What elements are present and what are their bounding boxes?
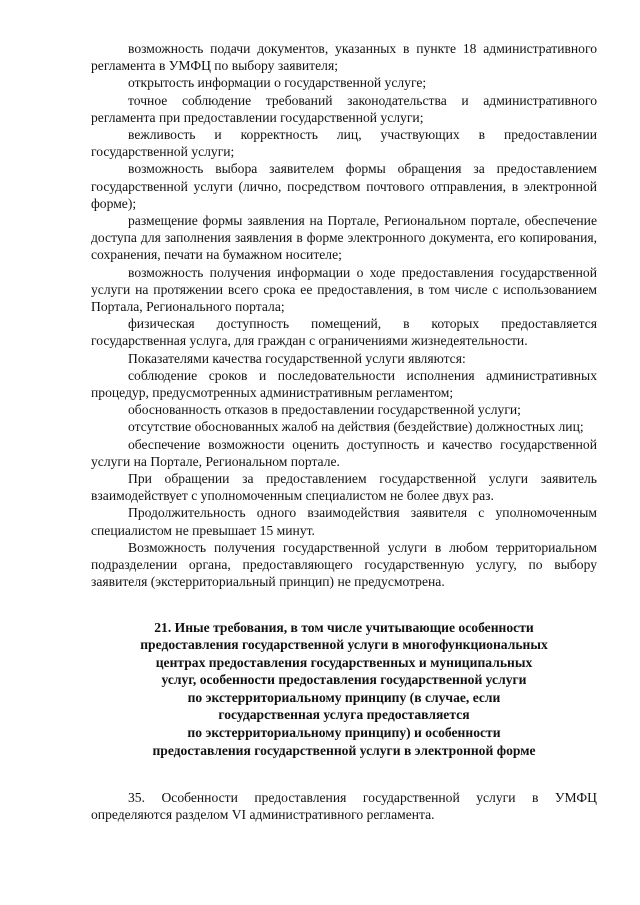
- heading-line: 21. Иные требования, в том числе учитывающие особенности: [154, 619, 534, 635]
- paragraph: Показателями качества государственной услуги являются:: [128, 350, 466, 366]
- paragraph: физическая доступность помещений, в которых предоставляется государственная услуга, для граждан с ограничениями жизнедеятельности.: [91, 316, 597, 349]
- paragraph: обоснованность отказов в предоставлении государственной услуги;: [128, 402, 521, 418]
- heading-line: предоставления государственной услуги в многофункциональных: [140, 637, 548, 653]
- paragraph: открытость информации о государственной услуге;: [128, 75, 427, 91]
- heading-line: по экстерриториальному принципу (в случае, если: [187, 689, 501, 705]
- paragraph: возможность выбора заявителем формы обращения за предоставлением государственной услуги (лично, посредством почтового отправления, в электронной форме);: [91, 161, 597, 211]
- section-heading: [91, 619, 597, 760]
- paragraph: возможность получения информации о ходе предоставления государственной услуги на протяжении всего срока ее предоставления, в том числе с использованием Портала, Регионального портала;: [91, 264, 597, 315]
- paragraph: размещение формы заявления на Портале, Региональном портале, обеспечение доступа для заполнения заявления в форме электронного документа, его копирования, сохранения, печати на бумажном носителе;: [91, 213, 597, 263]
- heading-line: центрах предоставления государственных и муниципальных: [155, 654, 533, 670]
- heading-line: услуг, особенности предоставления государственной услуги: [161, 672, 527, 688]
- heading-line: по экстерриториальному принципу) и особенности: [187, 725, 501, 741]
- paragraph: отсутствие обоснованных жалоб на действия (бездействие) должностных лиц;: [128, 419, 584, 435]
- paragraph: Возможность получения государственной услуги в любом территориальном подразделении органа, предоставляющего государственную услугу, по выбору заявителя (экстерриториальный принцип) не предусмотрена.: [91, 539, 597, 590]
- paragraph: При обращении за предоставлением государственной услуги заявитель взаимодействует с уполномоченным специалистом не более двух раз.: [91, 471, 597, 504]
- paragraph: возможность подачи документов, указанных в пункте 18 административного регламента в УМФЦ по выбору заявителя;: [91, 41, 597, 74]
- paragraph: вежливость и корректность лиц, участвующих в предоставлении государственной услуги;: [91, 127, 597, 160]
- paragraph: обеспечение возможности оценить доступность и качество государственной услуги на Портале, Региональном портале.: [91, 436, 597, 469]
- document-page: [91, 40, 597, 824]
- heading-line: государственная услуга предоставляется: [218, 707, 470, 723]
- paragraph: соблюдение сроков и последовательности исполнения административных процедур, предусмотренных административным регламентом;: [91, 367, 597, 401]
- paragraph: Продолжительность одного взаимодействия заявителя с уполномоченным специалистом не превышает 15 минут.: [91, 505, 597, 538]
- paragraph-35: 35. Особенности предоставления государственной услуги в УМФЦ определяются разделом VI административного регламента.: [91, 790, 597, 823]
- paragraph: точное соблюдение требований законодательства и административного регламента при предоставлении государственной услуги;: [91, 92, 597, 125]
- heading-line: предоставления государственной услуги в электронной форме: [152, 742, 536, 758]
